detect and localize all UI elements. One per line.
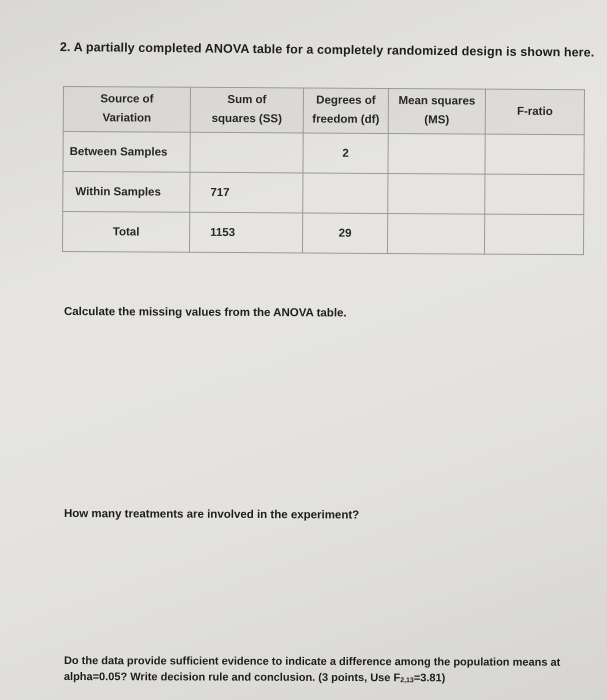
- cell-ms: [388, 173, 485, 214]
- question-title: 2. A partially completed ANOVA table for a completely randomized design is shown here.: [59, 40, 595, 60]
- anova-table: [62, 86, 585, 255]
- header-ms: [388, 88, 485, 134]
- anova-table-container: [62, 86, 585, 255]
- header-ms-line2: (MS): [424, 114, 450, 127]
- cell-df: 29: [302, 213, 387, 254]
- table-row: [63, 132, 584, 175]
- question-decision-line2: [64, 669, 560, 690]
- header-f-line1: F-ratio: [516, 105, 553, 118]
- f-subscript: 2,13: [400, 677, 414, 685]
- question-treatments: How many treatments are involved in the experiment?: [63, 508, 360, 522]
- header-f-ratio: [485, 89, 584, 135]
- cell-ms: [387, 213, 484, 254]
- header-ss-line2: squares (SS): [211, 112, 282, 126]
- cell-ss: 1153: [189, 212, 302, 253]
- cell-df: 2: [303, 133, 388, 174]
- header-source-line1: Source of: [100, 93, 154, 106]
- cell-source: Within Samples: [63, 172, 190, 213]
- header-df: [303, 88, 388, 134]
- cell-ss: [190, 132, 303, 173]
- cell-source: Total: [62, 212, 189, 253]
- table-row: [62, 212, 583, 255]
- cell-f: [485, 174, 584, 215]
- header-ss: [190, 87, 303, 133]
- header-ss-line1: Sum of: [227, 94, 267, 107]
- header-ms-line1: Mean squares: [398, 95, 476, 108]
- header-source: [63, 87, 190, 133]
- cell-df: [303, 173, 388, 214]
- table-header-row: [63, 87, 584, 135]
- cell-ss: 717: [190, 172, 303, 213]
- header-source-line2: Variation: [102, 112, 152, 125]
- question-decision-prefix: alpha=0.05? Write decision rule and conclusion. (3 points, Use F: [63, 670, 401, 685]
- cell-f: [484, 214, 583, 255]
- header-df-line1: Degrees of: [316, 94, 376, 107]
- question-decision-suffix: =3.81): [413, 672, 446, 685]
- cell-ms: [388, 133, 485, 174]
- question-decision-rule: [64, 653, 560, 690]
- question-decision-line1: Do the data provide sufficient evidence to indicate a difference among the population means at: [63, 655, 561, 669]
- cell-source: Between Samples: [63, 132, 190, 173]
- header-df-line2: freedom (df): [312, 113, 380, 126]
- table-row: [63, 172, 584, 215]
- question-missing-values: Calculate the missing values from the ANOVA table.: [63, 306, 347, 320]
- cell-f: [485, 134, 584, 175]
